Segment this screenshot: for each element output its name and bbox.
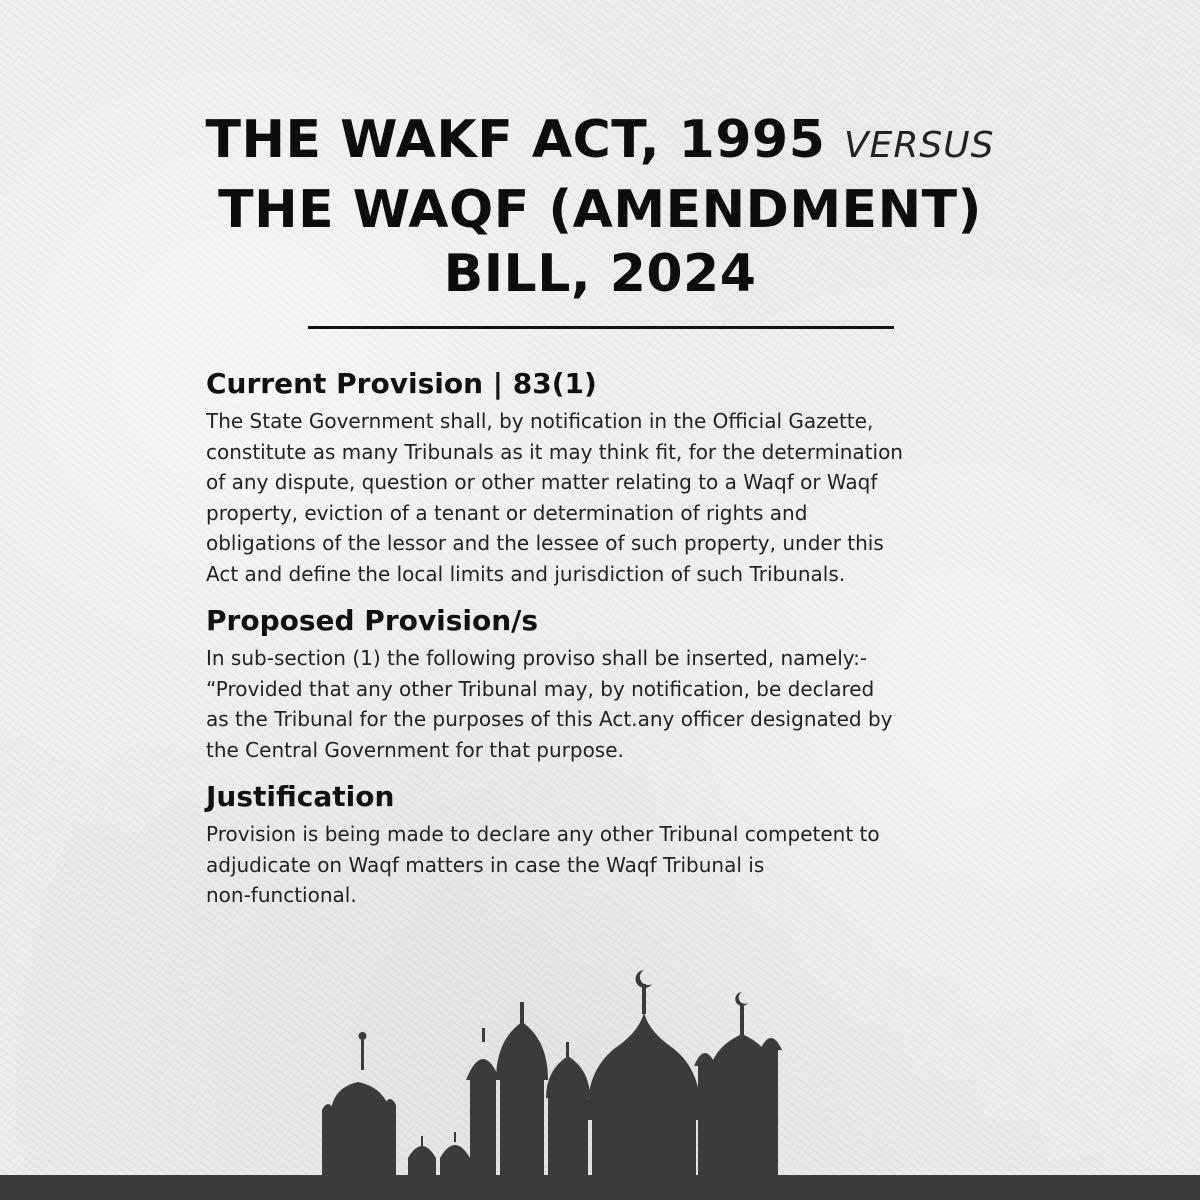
body-line: obligations of the lessor and the lessee of such property, under this xyxy=(206,531,884,555)
page-title xyxy=(0,108,1200,306)
provisions-content xyxy=(206,362,1006,921)
justification-heading: Justification xyxy=(206,780,395,813)
proposed-provision-body xyxy=(206,643,1006,765)
body-line: “Provided that any other Tribunal may, by notification, be declared xyxy=(206,676,875,701)
title-divider xyxy=(308,326,894,329)
body-line: as the Tribunal for the purposes of this Act.any officer designated by xyxy=(206,707,893,731)
body-line: Provision is being made to declare any other Tribunal competent to xyxy=(206,822,880,846)
body-line: property, eviction of a tenant or determination of rights and xyxy=(206,500,808,525)
proposed-provision-section xyxy=(206,599,1006,765)
body-line: the Central Government for that purpose. xyxy=(206,737,624,762)
title-line-2: THE WAQF (AMENDMENT) xyxy=(218,180,982,240)
current-provision-heading: Current Provision | 83(1) xyxy=(206,367,597,400)
title-versus: VERSUS xyxy=(844,125,995,166)
body-line: The State Government shall, by notification in the Official Gazette, xyxy=(206,409,874,433)
mosque-skyline-icon xyxy=(0,970,1200,1200)
proposed-provision-heading: Proposed Provision/s xyxy=(206,604,539,637)
title-line-1 xyxy=(0,108,1200,178)
body-line: non-functional. xyxy=(206,883,357,907)
current-provision-body xyxy=(206,406,1006,589)
current-provision-section xyxy=(206,362,1006,589)
body-line: adjudicate on Waqf matters in case the Waqf Tribunal is xyxy=(206,852,765,877)
body-line: constitute as many Tribunals as it may think fit, for the determination xyxy=(206,439,903,464)
justification-section xyxy=(206,775,1006,911)
title-act-name: THE WAKF ACT, 1995 xyxy=(205,110,826,170)
body-line: Act and define the local limits and jurisdiction of such Tribunals. xyxy=(206,561,846,586)
justification-body xyxy=(206,819,1006,911)
body-line: In sub-section (1) the following proviso shall be inserted, namely:- xyxy=(206,646,868,670)
body-line: of any dispute, question or other matter relating to a Waqf or Waqf xyxy=(206,470,878,494)
title-line-3: BILL, 2024 xyxy=(443,244,757,304)
